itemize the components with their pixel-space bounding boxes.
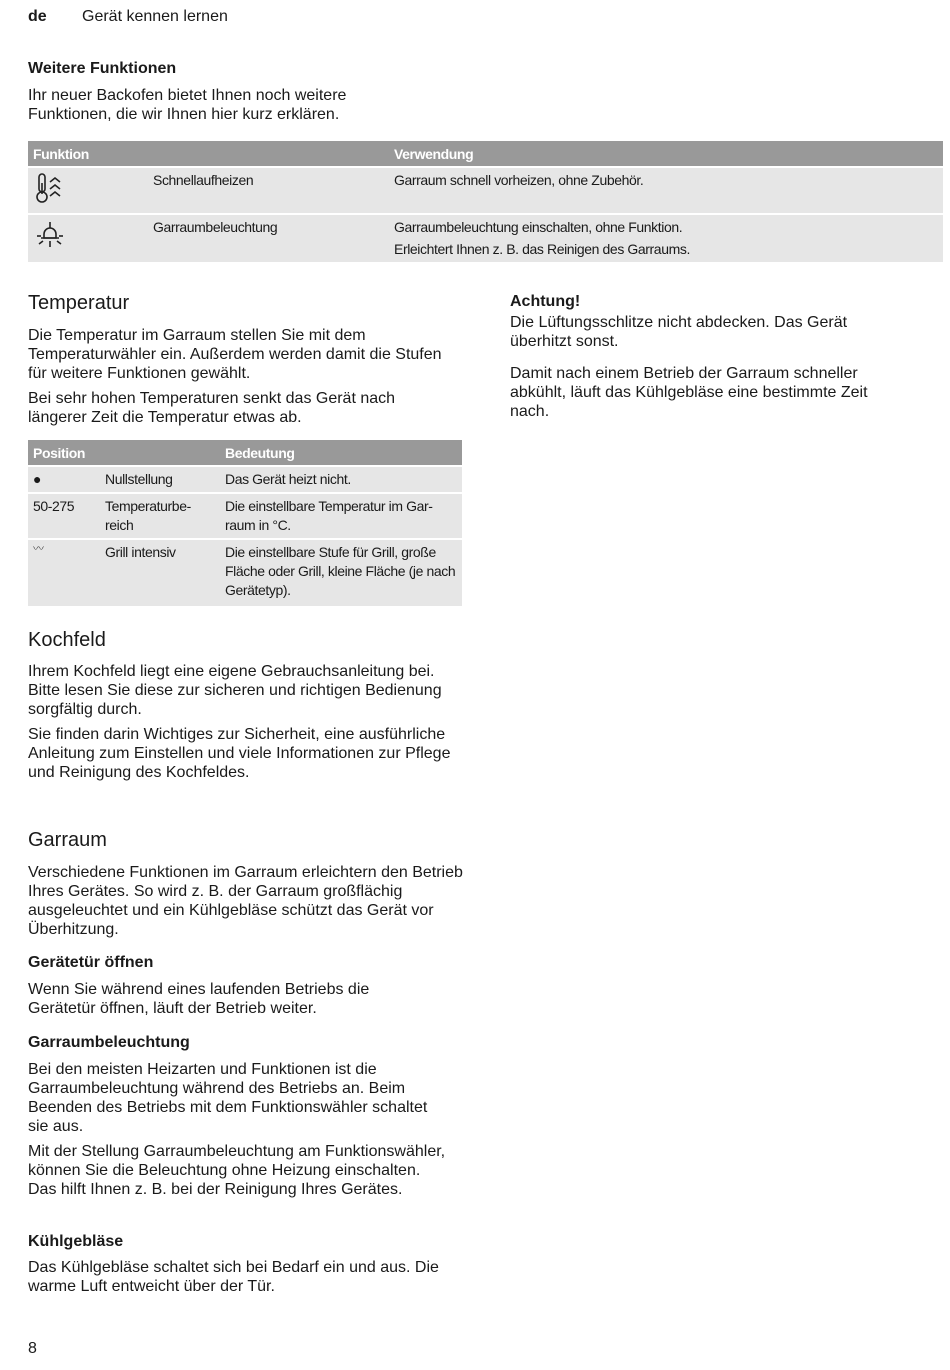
position-meaning: Die einstellbare Temperatur im Gar-raum in °C.	[220, 493, 462, 539]
rapid-heat-icon	[33, 171, 67, 205]
function-icon-cell	[28, 214, 148, 262]
col-bedeutung: Bedeutung	[220, 440, 462, 466]
function-icon-cell	[28, 167, 148, 214]
weitere-funktionen-heading: Weitere Funktionen	[28, 60, 177, 77]
position-meaning: Die einstellbare Stufe für Grill, große Fläche oder Grill, kleine Fläche (je nach Gerätetyp).	[220, 539, 462, 606]
kochfeld-paragraph: Ihrem Kochfeld liegt eine eigene Gebrauchsanleitung bei. Bitte lesen Sie diese zur sicheren und richtigen Bedienung sorgfältig durch.	[28, 663, 442, 718]
table-row	[28, 539, 462, 606]
position-name: Grill intensiv	[100, 539, 220, 606]
garraumbeleuchtung-heading: Garraumbeleuchtung	[28, 1034, 190, 1051]
table-row	[28, 167, 943, 214]
position-symbol: ●	[28, 466, 100, 493]
grill-symbol: 〰	[28, 539, 100, 606]
col-position: Position	[28, 440, 220, 466]
function-usage-line: Erleichtert Ihnen z. B. das Reinigen des Garraums.	[394, 241, 690, 257]
temperatur-paragraph: Die Temperatur im Garraum stellen Sie mit dem Temperaturwähler ein. Außerdem werden damit die Stufen für weitere Funktionen gewählt.	[28, 327, 442, 382]
functions-table-header	[28, 141, 943, 167]
temperature-positions-table	[28, 440, 462, 606]
function-usage-line: Garraumbeleuchtung einschalten, ohne Funktion.	[394, 219, 683, 235]
language-code: de	[28, 8, 47, 25]
kuehlgeblaese-heading: Kühlgebläse	[28, 1233, 124, 1250]
position-symbol: 50-275	[28, 493, 100, 539]
page-header-title: Gerät kennen lernen	[82, 8, 228, 25]
function-usage: Garraum schnell vorheizen, ohne Zubehör.	[389, 167, 943, 214]
garraumbeleuchtung-paragraph: Bei den meisten Heizarten und Funktionen ist die Garraumbeleuchtung während des Betriebs an. Beim Beenden des Betriebs mit dem Funktionswähler schaltet sie aus.	[28, 1061, 428, 1135]
col-funktion: Funktion	[28, 141, 389, 167]
page-number: 8	[28, 1340, 37, 1357]
kochfeld-heading: Kochfeld	[28, 629, 106, 651]
geraetetuer-heading: Gerätetür öffnen	[28, 954, 154, 971]
weitere-funktionen-intro: Ihr neuer Backofen bietet Ihnen noch weitere Funktionen, die wir Ihnen hier kurz erklären.	[28, 87, 347, 123]
table-row	[28, 466, 462, 493]
table-row	[28, 493, 462, 539]
achtung-paragraph: Damit nach einem Betrieb der Garraum schneller abkühlt, läuft das Kühlgebläse eine bestimmte Zeit nach.	[510, 365, 868, 420]
function-name: Garraumbeleuchtung	[148, 214, 389, 262]
oven-light-icon	[33, 218, 67, 252]
temperatur-text	[28, 326, 458, 427]
garraumbeleuchtung-text	[28, 1060, 448, 1199]
temperature-table-header	[28, 440, 462, 466]
col-verwendung: Verwendung	[389, 141, 943, 167]
kochfeld-text	[28, 662, 458, 782]
functions-table	[28, 141, 943, 262]
kochfeld-paragraph: Sie finden darin Wichtiges zur Sicherheit, eine ausführliche Anleitung zum Einstellen und viele Informationen zur Pflege und Reinigung des Kochfeldes.	[28, 726, 451, 781]
garraumbeleuchtung-paragraph: Mit der Stellung Garraumbeleuchtung am Funktionswähler, können Sie die Beleuchtung ohne Heizung einschalten. Das hilft Ihnen z. B. bei der Reinigung Ihres Gerätes.	[28, 1143, 446, 1198]
achtung-box	[510, 293, 910, 421]
position-meaning: Das Gerät heizt nicht.	[220, 466, 462, 493]
achtung-paragraph: Die Lüftungsschlitze nicht abdecken. Das Gerät überhitzt sonst.	[510, 314, 848, 350]
kuehlgeblaese-paragraph: Das Kühlgebläse schaltet sich bei Bedarf ein und aus. Die warme Luft entweicht über der Tür.	[28, 1259, 439, 1295]
function-name: Schnellaufheizen	[148, 167, 389, 214]
function-usage	[389, 214, 943, 262]
garraum-paragraph: Verschiedene Funktionen im Garraum erleichtern den Betrieb Ihres Gerätes. So wird z. B. der Garraum großflächig ausgeleuchtet und ein Kühlgebläse schützt das Gerät vor Überhitzung.	[28, 864, 463, 938]
temperatur-paragraph: Bei sehr hohen Temperaturen senkt das Gerät nach längerer Zeit die Temperatur etwas ab.	[28, 390, 396, 426]
position-name: Temperaturbe-reich	[100, 493, 220, 539]
garraum-heading: Garraum	[28, 829, 107, 851]
position-name: Nullstellung	[100, 466, 220, 493]
achtung-heading: Achtung!	[510, 293, 581, 310]
temperatur-heading: Temperatur	[28, 292, 130, 314]
geraetetuer-paragraph: Wenn Sie während eines laufenden Betriebs die Gerätetür öffnen, läuft der Betrieb weiter.	[28, 981, 370, 1017]
table-row	[28, 214, 943, 262]
